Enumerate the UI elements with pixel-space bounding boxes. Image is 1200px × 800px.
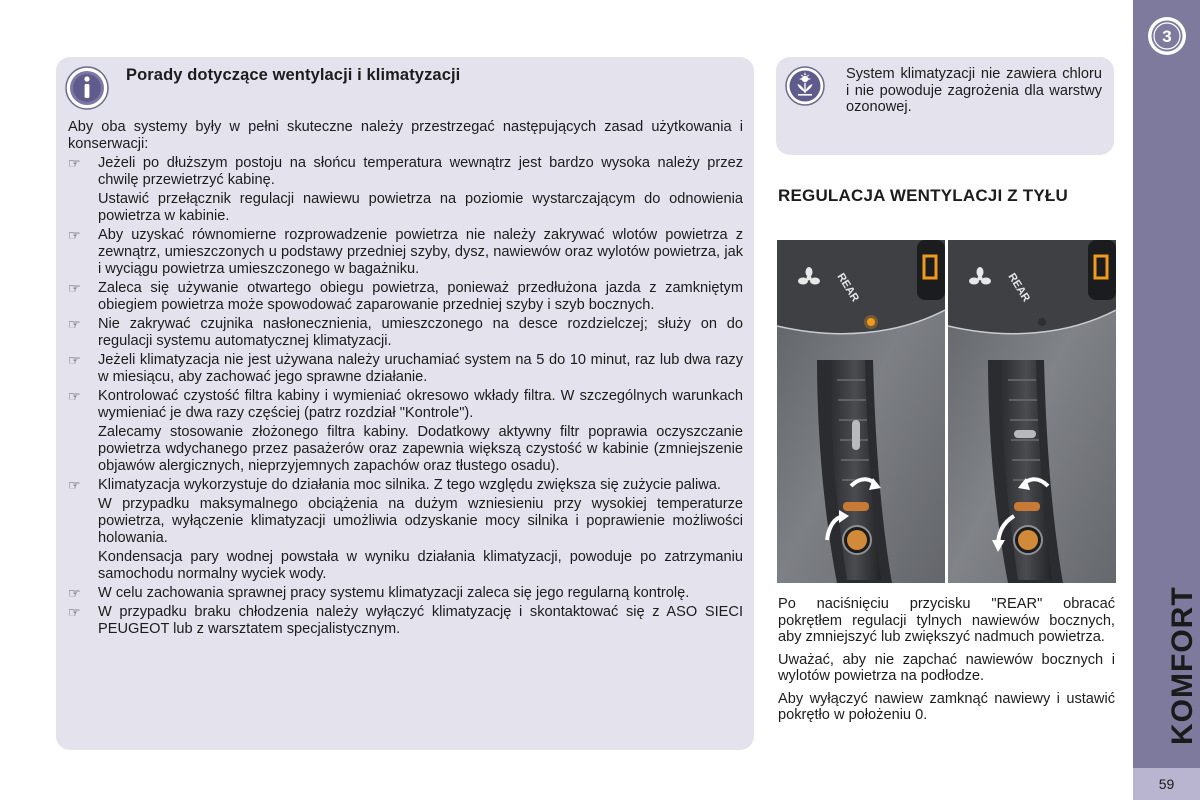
eco-note-text: System klimatyzacji nie zawiera chloru i nie powoduje zagrożenia dla warstwy ozonowej. bbox=[846, 66, 1102, 115]
instruction-paragraph: Uważać, aby nie zapchać nawiewów bocznych i wylotów powietrza na podłodze. bbox=[778, 651, 1115, 684]
rear-vent-photo-off bbox=[948, 240, 1116, 583]
pointing-hand-icon: ☞ bbox=[68, 227, 81, 243]
advice-item-note: Zalecamy stosowanie złożonego filtra kabiny. Dodatkowy aktywny filtr poprawia oczyszczanie powietrza wdychanego przez pasażerów oraz zapewnia większą czystość w kabinie (zmniejszenie objawów alergicznych, nieprzyjemnych zapachów oraz tłustego osadu). bbox=[98, 424, 743, 474]
eco-note-box bbox=[776, 57, 1114, 155]
advice-item-text: W celu zachowania sprawnej pracy systemu klimatyzacji zaleca się jego regularną kontrolę. bbox=[98, 585, 690, 601]
advice-list-item bbox=[68, 316, 743, 350]
advice-list-item bbox=[68, 388, 743, 475]
info-icon bbox=[65, 66, 109, 110]
advice-item-note: Ustawić przełącznik regulacji nawiewu powietrza na poziomie wystarczającym do odnowienia powietrza w kabinie. bbox=[98, 191, 743, 224]
advice-list bbox=[68, 155, 743, 638]
instruction-paragraph: Po naciśnięciu przycisku "REAR" obracać pokrętłem regulacji tylnych nawiewów bocznych, aby zmniejszyć lub zwiększyć nadmuch powietrza. bbox=[778, 596, 1115, 645]
advice-title: Porady dotyczące wentylacji i klimatyzacji bbox=[126, 66, 461, 84]
pointing-hand-icon: ☞ bbox=[68, 280, 81, 296]
pointing-hand-icon: ☞ bbox=[68, 316, 81, 332]
pointing-hand-icon: ☞ bbox=[68, 155, 81, 171]
advice-item-text: Jeżeli klimatyzacja nie jest używana należy uruchamiać system na 5 do 10 minut, raz lub dwa razy w miesiącu, aby zachować jego sprawne działanie. bbox=[98, 352, 743, 385]
advice-body bbox=[68, 119, 743, 638]
advice-item-text: Jeżeli po dłuższym postoju na słońcu temperatura wewnątrz jest bardzo wysoka należy przez chwilę przewietrzyć kabinę. bbox=[98, 155, 743, 188]
advice-list-item bbox=[68, 155, 743, 225]
advice-item-note: Kondensacja pary wodnej powstała w wyniku działania klimatyzacji, powoduje po zatrzymaniu samochodu normalny wyciek wody. bbox=[98, 549, 743, 582]
advice-list-item bbox=[68, 227, 743, 278]
rear-vent-instructions bbox=[778, 596, 1115, 730]
advice-list-item bbox=[68, 585, 743, 602]
advice-item-text: Zaleca się używanie otwartego obiegu powietrza, ponieważ przedłużona jazda z zamkniętym obiegiem powietrza może spowodować zaparowanie przedniej szyby i szyb bocznych. bbox=[98, 280, 743, 313]
advice-list-item bbox=[68, 280, 743, 314]
advice-box bbox=[56, 57, 754, 750]
advice-list-item bbox=[68, 477, 743, 583]
environment-icon bbox=[785, 66, 825, 106]
page-number: 59 bbox=[1158, 776, 1175, 792]
pointing-hand-icon: ☞ bbox=[68, 585, 81, 601]
advice-list-item bbox=[68, 604, 743, 638]
chapter-badge bbox=[1147, 16, 1187, 56]
rear-vent-photo-on bbox=[777, 240, 945, 583]
rear-label: REAR bbox=[1005, 271, 1033, 305]
section-heading: REGULACJA WENTYLACJI Z TYŁU bbox=[778, 186, 1068, 205]
advice-item-text: Aby uzyskać równomierne rozprowadzenie powietrza nie należy zakrywać wlotów powietrza z zewnątrz, umieszczonych u podstawy przedniej szyby, dysz, nawiewów oraz wylotów powietrza, jak i wyciągu powietrza umieszczonego w bagażniku. bbox=[98, 227, 743, 277]
page-number-box bbox=[1133, 768, 1200, 800]
advice-item-text: Kontrolować czystość filtra kabiny i wymieniać okresowo wkłady filtra. W szczególnych warunkach wymieniać je dwa razy częściej (patrz rozdział "Kontrole"). bbox=[98, 388, 743, 421]
advice-item-text: Nie zakrywać czujnika nasłonecznienia, umieszczonego na desce rozdzielczej; służy on do regulacji systemu automatycznej klimatyzacji. bbox=[98, 316, 743, 349]
advice-list-item bbox=[68, 352, 743, 386]
chapter-number: 3 bbox=[1162, 27, 1172, 46]
advice-item-note: W przypadku maksymalnego obciążenia na dużym wzniesieniu przy wysokiej temperaturze powietrza, wyłączenie klimatyzacji umożliwia odzyskanie mocy silnika i poprawienie możliwości holowania. bbox=[98, 496, 743, 546]
pointing-hand-icon: ☞ bbox=[68, 477, 81, 493]
chapter-label: KOMFORT bbox=[1166, 586, 1199, 745]
rear-label: REAR bbox=[834, 271, 862, 305]
advice-item-text: W przypadku braku chłodzenia należy wyłączyć klimatyzację i skontaktować się z ASO SIECI PEUGEOT lub z warsztatem specjalistycznym. bbox=[98, 604, 743, 637]
pointing-hand-icon: ☞ bbox=[68, 388, 81, 404]
pointing-hand-icon: ☞ bbox=[68, 604, 81, 620]
pointing-hand-icon: ☞ bbox=[68, 352, 81, 368]
advice-item-text: Klimatyzacja wykorzystuje do działania moc silnika. Z tego względu zwiększa się zużycie paliwa. bbox=[98, 477, 721, 493]
instruction-paragraph: Aby wyłączyć nawiew zamknąć nawiewy i ustawić pokrętło w położeniu 0. bbox=[778, 690, 1115, 723]
advice-intro: Aby oba systemy były w pełni skuteczne należy przestrzegać następujących zasad użytkowania i konserwacji: bbox=[68, 119, 743, 152]
